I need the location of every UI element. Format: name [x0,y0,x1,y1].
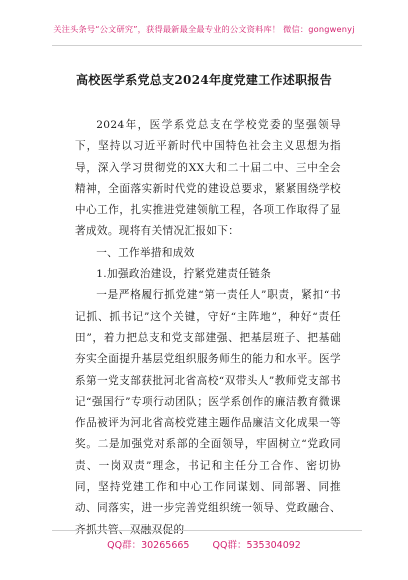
header-divider [52,45,362,46]
footer-divider [52,530,362,531]
document-title: 高校医学系党总支2024年度党建工作述职报告 [76,73,332,87]
header-banner: 关注头条号“公文研究”，获得最新最全最专业的公文资料库！ 微信：gongwenyj [53,24,355,34]
footer-qq-group-1: QQ群：30265665 [107,540,190,551]
footer [0,537,408,551]
subsection-heading: 1.加强政治建设，拧紧党建责任链条 [96,268,272,281]
intro-paragraph: 2024年，医学系党总支在学校党委的坚强领导下，坚持以习近平新时代中国特色社会主义思想为指导，深入学习贯彻党的XX大和二十届二中、三中全会精神，全面落实新时代党的建设总要求，紧紧围绕学校中心工作，扎实推进党建领航工程，各项工作取得了显著成效。现将有关情况汇报如下： [75,119,341,238]
document-body [75,115,341,541]
body-paragraph: 一是严格履行抓党建“第一责任人”职责，紧扣“书记抓、抓书记”这个关键，守好“主阵地”，种好“责任田”，着力把总支和党支部建强、把基层班子、把基础夯实全面提升基层党组织服务师生的能力和水平。医学系第一党支部获批河北省高校“双带头人”教师党支部书记“强国行”专项行动团队；医学系创作的廉洁教育微课作品被评为河北省高校党建主题作品廉洁文化成果一等奖。二是加强党对系部的全面领导，牢固树立“党政同责、一岗双责”理念，书记和主任分工合作、密切协同，坚持党建工作和中心工作同谋划、同部署、同推动、同落实，进一步完善党组织统一领导、党政融合、齐抓共管、双融双促的 [75,289,341,536]
footer-qq-group-2: QQ群：535304092 [212,540,301,551]
section-heading: 一、工作举措和成效 [96,246,195,259]
